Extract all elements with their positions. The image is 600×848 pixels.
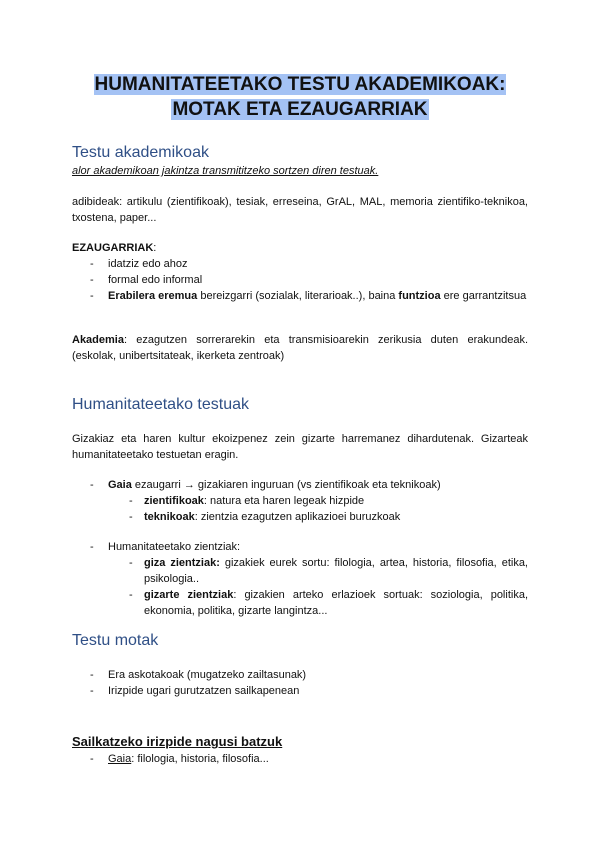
list-item-text: : zientzia ezagutzen aplikazioei buruzkoak bbox=[194, 511, 401, 523]
list-item bbox=[72, 555, 528, 587]
section-heading-testu-motak: Testu motak bbox=[72, 632, 159, 649]
sciences-block bbox=[72, 539, 528, 619]
criteria-list bbox=[72, 751, 528, 767]
bold-term: funtzioa bbox=[398, 290, 441, 302]
criteria-block bbox=[72, 751, 528, 767]
section-heading-humanitateetako-testuak: Humanitateetako testuak bbox=[72, 396, 249, 413]
definition-block bbox=[72, 163, 528, 179]
bold-term: zientifikoak bbox=[144, 495, 204, 507]
title-line-2: MOTAK ETA EZAUGARRIAK bbox=[172, 99, 428, 120]
list-item-text: : natura eta haren legeak hizpide bbox=[203, 495, 365, 507]
list-item-text: gizakiek eurek sortu: filologia, artea, historia, filosofia, etika, psikologia.. bbox=[144, 557, 528, 585]
list-item: - Irizpide ugari gurutzatzen sailkapenean bbox=[72, 683, 528, 699]
list-item-text: ere garrantzitsua bbox=[440, 290, 527, 302]
criteria-gaia-label: Gaia bbox=[108, 753, 132, 765]
list-item bbox=[72, 587, 528, 619]
bold-term: giza zientziak: bbox=[144, 557, 220, 569]
features-block bbox=[72, 240, 528, 304]
list-item bbox=[72, 751, 528, 767]
gaia-sublist bbox=[72, 493, 528, 525]
bold-term: gizarte zientziak bbox=[144, 589, 234, 601]
list-item: - Era askotakoak (mugatzeko zailtasunak) bbox=[72, 667, 528, 683]
gaia-list bbox=[72, 477, 528, 493]
gaia-block bbox=[72, 477, 528, 525]
list-item-text: : filologia, historia, filosofia... bbox=[131, 753, 269, 765]
list-item bbox=[72, 509, 528, 525]
bold-term: Erabilera eremua bbox=[108, 290, 198, 302]
definition-text: alor akademikoan jakintza transmititzeko sortzen diren testuak. bbox=[72, 165, 379, 177]
sciences-sublist bbox=[72, 555, 528, 619]
features-heading bbox=[72, 240, 528, 256]
list-item-text: ezaugarri → gizakiaren inguruan (vs zientifikoak eta teknikoak) bbox=[131, 479, 441, 491]
list-item: - Humanitateetako zientziak: bbox=[72, 539, 528, 555]
list-item bbox=[72, 477, 528, 493]
features-colon: : bbox=[153, 242, 157, 254]
features-label: EZAUGARRIAK bbox=[72, 242, 154, 254]
list-item-text: : gizakien arteko erlazioek sortuak: soziologia, politika, ekonomia, politika, gizarte langintza... bbox=[144, 589, 528, 617]
list-item bbox=[72, 493, 528, 509]
bold-term: teknikoak bbox=[144, 511, 195, 523]
section-heading-testu-akademikoak: Testu akademikoak bbox=[72, 144, 209, 161]
examples-paragraph: adibideak: artikulu (zientifikoak), tesiak, erreseina, GrAL, MAL, memoria zientifiko-teknikoa, txostena, paper... bbox=[72, 196, 528, 224]
gaia-label: Gaia bbox=[108, 479, 132, 491]
title-line-1: HUMANITATEETAKO TESTU AKADEMIKOAK: bbox=[94, 74, 506, 95]
features-list bbox=[72, 256, 528, 304]
subheading-classification-criteria: Sailkatzeko irizpide nagusi batzuk bbox=[72, 734, 283, 749]
page-title bbox=[72, 72, 528, 122]
list-item-text: bereizgarri (sozialak, literarioak..), baina bbox=[197, 290, 399, 302]
akademia-label: Akademia bbox=[72, 334, 124, 346]
akademia-text: : ezagutzen sorrerarekin eta transmisioarekin zerikusia duten erakundeak. (eskolak, unibertsitateak, ikerketa zentroak) bbox=[72, 334, 528, 362]
akademia-paragraph bbox=[72, 332, 528, 364]
list-item: - formal edo informal bbox=[72, 272, 528, 288]
list-item: - idatziz edo ahoz bbox=[72, 256, 528, 272]
list-item bbox=[72, 288, 528, 304]
sciences-list bbox=[72, 539, 528, 555]
humanities-intro-paragraph: Gizakiaz eta haren kultur ekoizpenez zein gizarte harremanez dihardutenak. Gizarteak humanitateetako testuetan eragin. bbox=[72, 433, 528, 461]
types-block bbox=[72, 667, 528, 699]
types-list bbox=[72, 667, 528, 699]
